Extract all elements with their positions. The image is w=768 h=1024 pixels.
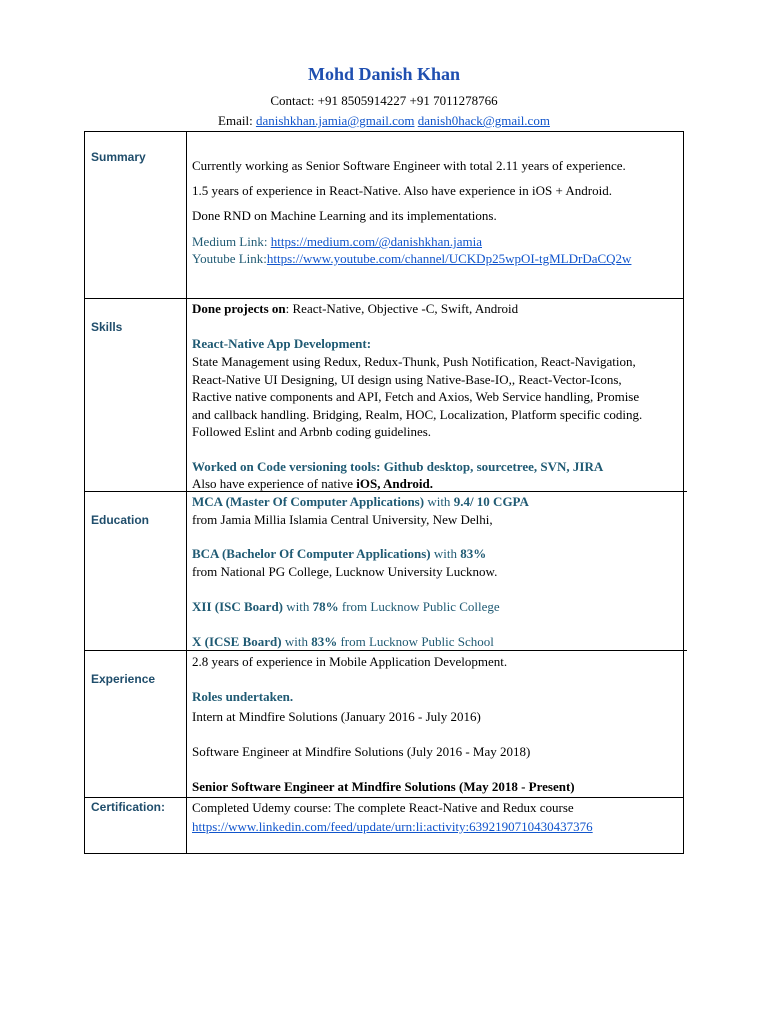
row-divider-certification: [84, 797, 684, 798]
done-projects-value: : React-Native, Objective -C, Swift, Android: [285, 301, 519, 316]
email-label: Email:: [218, 113, 253, 128]
edu-bca: [192, 545, 486, 562]
mca-grade: 9.4/ 10 CGPA: [453, 494, 529, 509]
candidate-name: Mohd Danish Khan: [307, 64, 461, 84]
youtube-link[interactable]: https://www.youtube.com/channel/UCKDp25wpOI-tgMLDrDaCQ2w: [266, 251, 632, 266]
medium-link-row: [192, 233, 482, 250]
x-grade: 83%: [311, 634, 338, 649]
rn-line-5: Followed Eslint and Arbnb coding guidelines.: [192, 424, 432, 439]
vcs-tools: Worked on Code versioning tools: Github desktop, sourcetree, SVN, JIRA: [192, 459, 604, 474]
email-line: [0, 113, 768, 129]
xii-with: with: [283, 599, 313, 614]
table-border-bottom: [84, 853, 684, 854]
role-intern: Intern at Mindfire Solutions (January 2016 - July 2016): [192, 709, 481, 724]
summary-line-3: Done RND on Machine Learning and its implementations.: [192, 208, 497, 223]
rn-heading: React-Native App Development:: [192, 336, 372, 351]
section-label-summary: Summary: [91, 150, 146, 164]
section-label-education: Education: [91, 513, 150, 527]
native-experience: [192, 475, 433, 492]
table-border-left: [84, 131, 85, 854]
xii-grade: 78%: [312, 599, 339, 614]
certification-text: Completed Udemy course: The complete React-Native and Redux course: [192, 800, 574, 815]
mca-from: from Jamia Millia Islamia Central University, New Delhi,: [192, 512, 493, 527]
table-border-right: [683, 131, 684, 854]
email-link-2[interactable]: danish0hack@gmail.com: [417, 113, 550, 128]
role-senior-software-engineer: Senior Software Engineer at Mindfire Solutions (May 2018 - Present): [192, 779, 575, 794]
row-divider-experience: [84, 650, 687, 651]
contact-line: [0, 93, 768, 109]
section-label-skills: Skills: [91, 320, 123, 334]
xii-title: XII (ISC Board): [192, 599, 284, 614]
rn-line-1: State Management using Redux, Redux-Thunk, Push Notification, React-Navigation,: [192, 354, 636, 369]
role-software-engineer: Software Engineer at Mindfire Solutions (July 2016 - May 2018): [192, 744, 531, 759]
certification-link[interactable]: https://www.linkedin.com/feed/update/urn:li:activity:6392190710430437376: [192, 819, 593, 834]
summary-line-2: 1.5 years of experience in React-Native. Also have experience in iOS + Android.: [192, 183, 612, 198]
done-projects-label: Done projects on: [192, 301, 286, 316]
contact-value: +91 8505914227 +91 7011278766: [317, 93, 498, 108]
bca-title: BCA (Bachelor Of Computer Applications): [192, 546, 431, 561]
roles-heading: Roles undertaken.: [192, 689, 294, 704]
section-label-certification: Certification:: [91, 800, 166, 814]
youtube-link-label: Youtube Link:: [192, 251, 267, 266]
email-link-1[interactable]: danishkhan.jamia@gmail.com: [255, 113, 415, 128]
contact-label: Contact:: [270, 93, 315, 108]
x-with: with: [281, 634, 312, 649]
mca-with: with: [424, 494, 454, 509]
x-title: X (ICSE Board): [192, 634, 282, 649]
bca-grade: 83%: [460, 546, 487, 561]
x-from: from Lucknow Public School: [337, 634, 494, 649]
rn-line-4: and callback handling. Bridging, Realm, HOC, Localization, Platform specific coding.: [192, 407, 643, 422]
row-divider-skills: [84, 298, 684, 299]
edu-mca: [192, 493, 529, 510]
skills-done-projects: [192, 300, 518, 317]
rn-line-3: Ractive native components and API, Fetch and Axios, Web Service handling, Promise: [192, 389, 640, 404]
youtube-link-row: [192, 250, 631, 267]
native-platforms: iOS, Android.: [356, 476, 433, 491]
bca-from: from National PG College, Lucknow University Lucknow.: [192, 564, 498, 579]
native-prefix: Also have experience of native: [192, 476, 357, 491]
edu-x: [192, 633, 494, 650]
table-border-top: [84, 131, 684, 132]
table-column-divider: [186, 131, 187, 854]
mca-title: MCA (Master Of Computer Applications): [192, 494, 425, 509]
edu-xii: [192, 598, 500, 615]
bca-with: with: [430, 546, 461, 561]
summary-line-1: Currently working as Senior Software Engineer with total 2.11 years of experience.: [192, 158, 626, 173]
medium-link-label: Medium Link:: [192, 234, 268, 249]
medium-link[interactable]: https://medium.com/@danishkhan.jamia: [270, 234, 482, 249]
exp-summary: 2.8 years of experience in Mobile Application Development.: [192, 654, 508, 669]
xii-from: from Lucknow Public College: [338, 599, 500, 614]
rn-line-2: React-Native UI Designing, UI design using Native-Base-IO,, React-Vector-Icons,: [192, 372, 622, 387]
section-label-experience: Experience: [91, 672, 156, 686]
